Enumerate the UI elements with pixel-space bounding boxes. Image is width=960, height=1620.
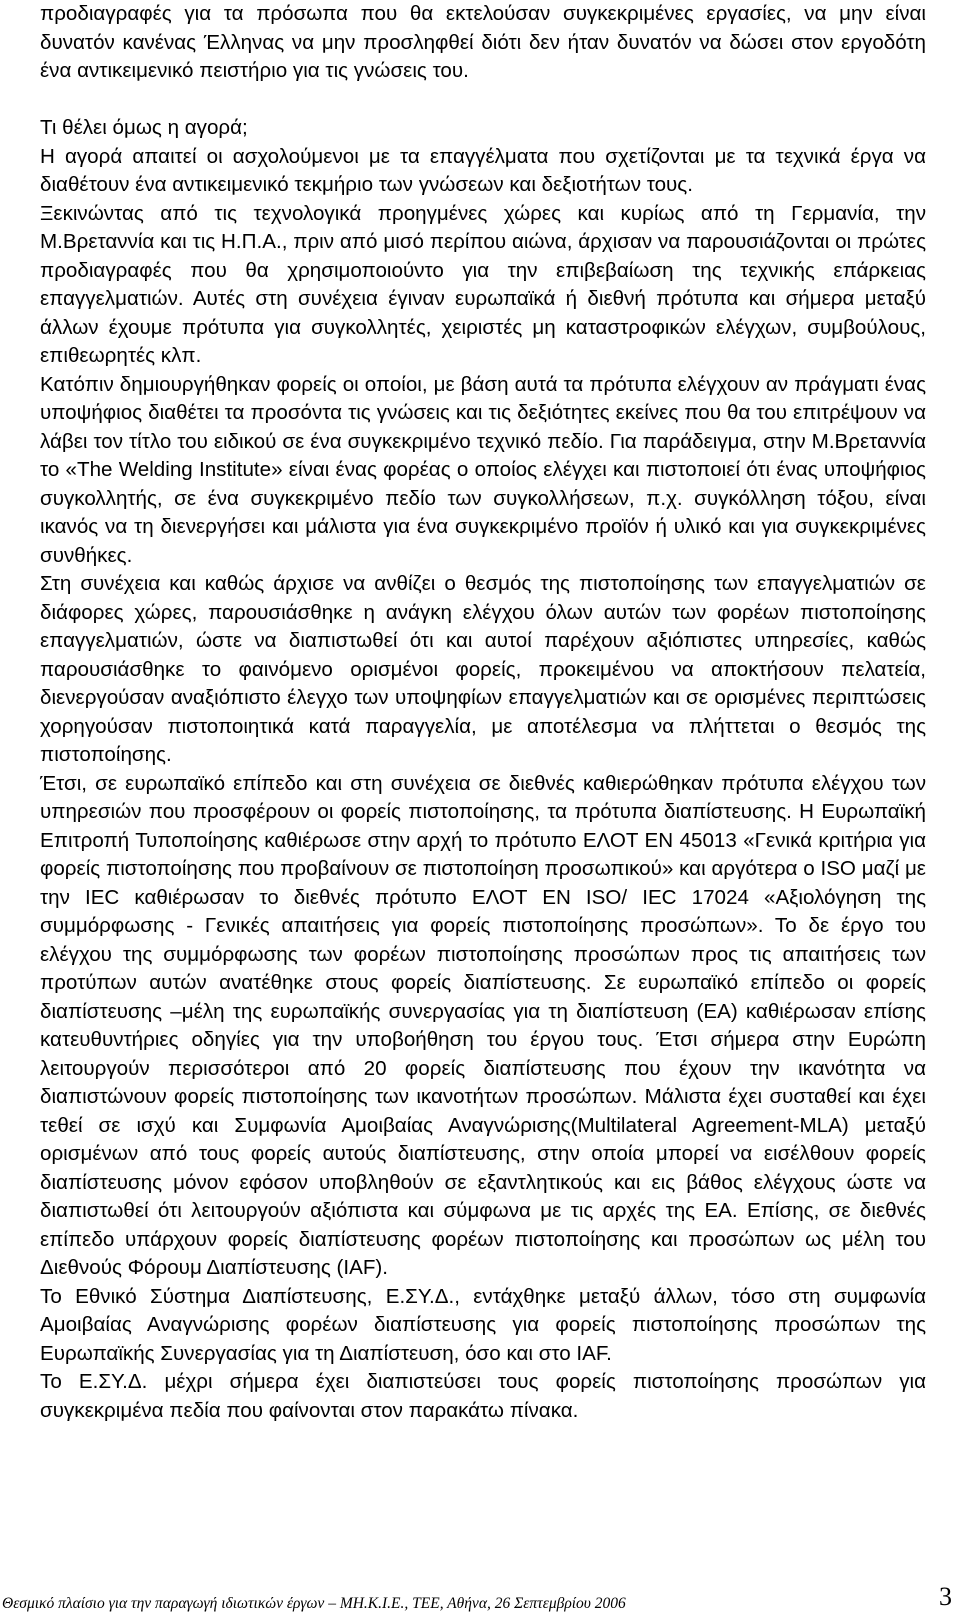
paragraph-market-demand: Η αγορά απαιτεί οι ασχολούμενοι με τα επαγγέλματα που σχετίζονται με τα τεχνικά έργα να διαθέτουν ένα αντικειμενικό τεκμήριο των γνώσεων και δεξιοτήτων τους.: [40, 144, 926, 196]
paragraph-question: Τι θέλει όμως η αγορά;: [40, 116, 248, 139]
paragraph-certification-bodies: Κατόπιν δημιουργήθηκαν φορείς οι οποίοι, με βάση αυτά τα πρότυπα ελέγχουν αν πράγματι ένας υποψήφιος διαθέτει τα προσόντα τις γνώσεις και τις δεξιότητες εκείνες που θα του επιτρέψουν να λάβει τον τίτλο του ειδικού σε ένα συγκεκριμένο τεχνικό πεδίο. Για παράδειγμα, στην Μ.Βρεταννία το «The Welding Institute» είναι ένας φορέας ο οποίος ελέγχει και πιστοποιεί ότι ένας υποψήφιος συγκολλητής, σε ένα συγκεκριμένο πεδίο των συγκολλήσεων, π.χ. συγκόλληση τόξου, είναι ικανός να τη διενεργήσει και μάλιστα για ένα συγκεκριμένο προϊόν ή υλικό και για συγκεκριμένες συνθήκες.: [40, 372, 926, 567]
paragraph-accreditation-standards: Έτσι, σε ευρωπαϊκό επίπεδο και στη συνέχεια σε διεθνές καθιερώθηκαν πρότυπα ελέγχου των υπηρεσιών που προσφέρουν οι φορείς πιστοποίησης, τα πρότυπα διαπίστευσης. Η Ευρωπαϊκή Επιτροπή Τυποποίησης καθιέρωσε στην αρχή το πρότυπο ΕΛΟΤ ΕΝ 45013 «Γενικά κριτήρια για φορείς πιστοποίησης που προβαίνουν σε πιστοποίηση προσωπικού» και αργότερα ο ISO μαζί με την IEC καθιέρωσαν το διεθνές πρότυπο ΕΛΟΤ ΕΝ ISO/ IEC 17024 «Αξιολόγηση της συμμόρφωσης - Γενικές απαιτήσεις για φορείς πιστοποίησης προσώπων». Το δε έργο του ελέγχου της συμμόρφωσης των φορέων πιστοποίησης προσώπων προς τις απαιτήσεις των προτύπων αυτών ανατέθηκε στους φορείς διαπίστευσης. Σε ευρωπαϊκό επίπεδο οι φορείς διαπίστευσης –μέλη της ευρωπαϊκής συνεργασίας για τη διαπίστευση (ΕΑ) καθιέρωσαν επίσης κατευθυντήριες οδηγίες για την υποβοήθηση του έργου τους. Έτσι σήμερα στην Ευρώπη λειτουργούν περισσότεροι από 20 φορείς διαπίστευσης που έχουν την ικανότητα να διαπιστώνουν φορείς πιστοποίησης των ικανοτήτων προσώπων. Μάλιστα έχει συσταθεί και έχει τεθεί σε ισχύ και Συμφωνία Αμοιβαίας Αναγνώρισης(Multilateral Agreement-MLA) μεταξύ ορισμένων από τους φορείς αυτούς διαπίστευσης, στην οποία μπορεί να εισέλθουν φορείς διαπίστευσης μόνον εφόσον υποβληθούν σε εξαντλητικούς και εις βάθος ελέγχους ώστε να διαπιστωθεί ότι λειτουργούν αξιόπιστα και σύμφωνα με τις αρχές της ΕΑ. Επίσης, σε διεθνές επίπεδο υπάρχουν φορείς διαπίστευσης φορέων πιστοποίησης και προσώπων ως μέλη του Διεθνούς Φόρουμ Διαπίστευσης (IAF).: [40, 771, 926, 1279]
page-footer: [0, 1583, 960, 1613]
paragraph-esyd-accreditations: Το Ε.ΣΥ.Δ. μέχρι σήμερα έχει διαπιστεύσει τους φορείς πιστοποίησης προσώπων για συγκεκριμένα πεδία που φαίνονται στον παρακάτω πίνακα.: [40, 1370, 926, 1422]
footer-citation: Θεσμικό πλαίσιο για την παραγωγή ιδιωτικών έργων – ΜΗ.Κ.Ι.Ε., ΤΕΕ, Αθήνα, 26 Σεπτεμβρίου 2006: [2, 1595, 626, 1612]
page-number: 3: [939, 1582, 952, 1611]
paragraph-continuation: προδιαγραφές για τα πρόσωπα που θα εκτελούσαν συγκεκριμένες εργασίες, να μην είναι δυνατόν κανένας Έλληνας να μην προσληφθεί διότι δεν ήταν δυνατόν να δώσει στον εργοδότη ένα αντικειμενικό πειστήριο για τις γνώσεις του.: [40, 2, 926, 82]
paragraph-esyd: Το Εθνικό Σύστημα Διαπίστευσης, Ε.ΣΥ.Δ., εντάχθηκε μεταξύ άλλων, τόσο στη συμφωνία Αμοιβαίας Αναγνώρισης φορέων διαπίστευσης για φορείς πιστοποίησης προσώπων της Ευρωπαϊκής Συνεργασίας για τη Διαπίστευση, όσο και στο IAF.: [40, 1284, 926, 1365]
paragraph-standards-history: Ξεκινώντας από τις τεχνολογικά προηγμένες χώρες και κυρίως από τη Γερμανία, την Μ.Βρεταννία και τις Η.Π.Α., πριν από μισό περίπου αιώνα, άρχισαν να παρουσιάζονται οι πρώτες προδιαγραφές που θα χρησιμοποιούντο για την επιβεβαίωση της τεχνικής επάρκειας επαγγελματιών. Αυτές στη συνέχεια έγιναν ευρωπαϊκά ή διεθνή πρότυπα και σήμερα μεταξύ άλλων έχουμε πρότυπα για συγκολλητές, χειριστές μη καταστροφικών ελέγχων, συμβούλους, επιθεωρητές κλπ.: [40, 201, 926, 367]
body-text: [40, 0, 926, 1425]
paragraph-accreditation-need: Στη συνέχεια και καθώς άρχισε να ανθίζει ο θεσμός της πιστοποίησης των επαγγελματιών σε διάφορες χώρες, παρουσιάσθηκε η ανάγκη ελέγχου όλων αυτών των φορέων πιστοποίησης επαγγελματιών, ώστε να διαπιστωθεί ότι και αυτοί παρέχουν αξιόπιστες υπηρεσίες, καθώς παρουσιάσθηκε το φαινόμενο ορισμένοι φορείς, προκειμένου να αποκτήσουν πελατεία, διενεργούσαν αναξιόπιστο έλεγχο των υποψηφίων επαγγελματιών και σε ορισμένες περιπτώσεις χορηγούσαν πιστοποιητικά κατά παραγγελία, με αποτέλεσμα να πλήττεται ο θεσμός της πιστοποίησης.: [40, 572, 926, 766]
